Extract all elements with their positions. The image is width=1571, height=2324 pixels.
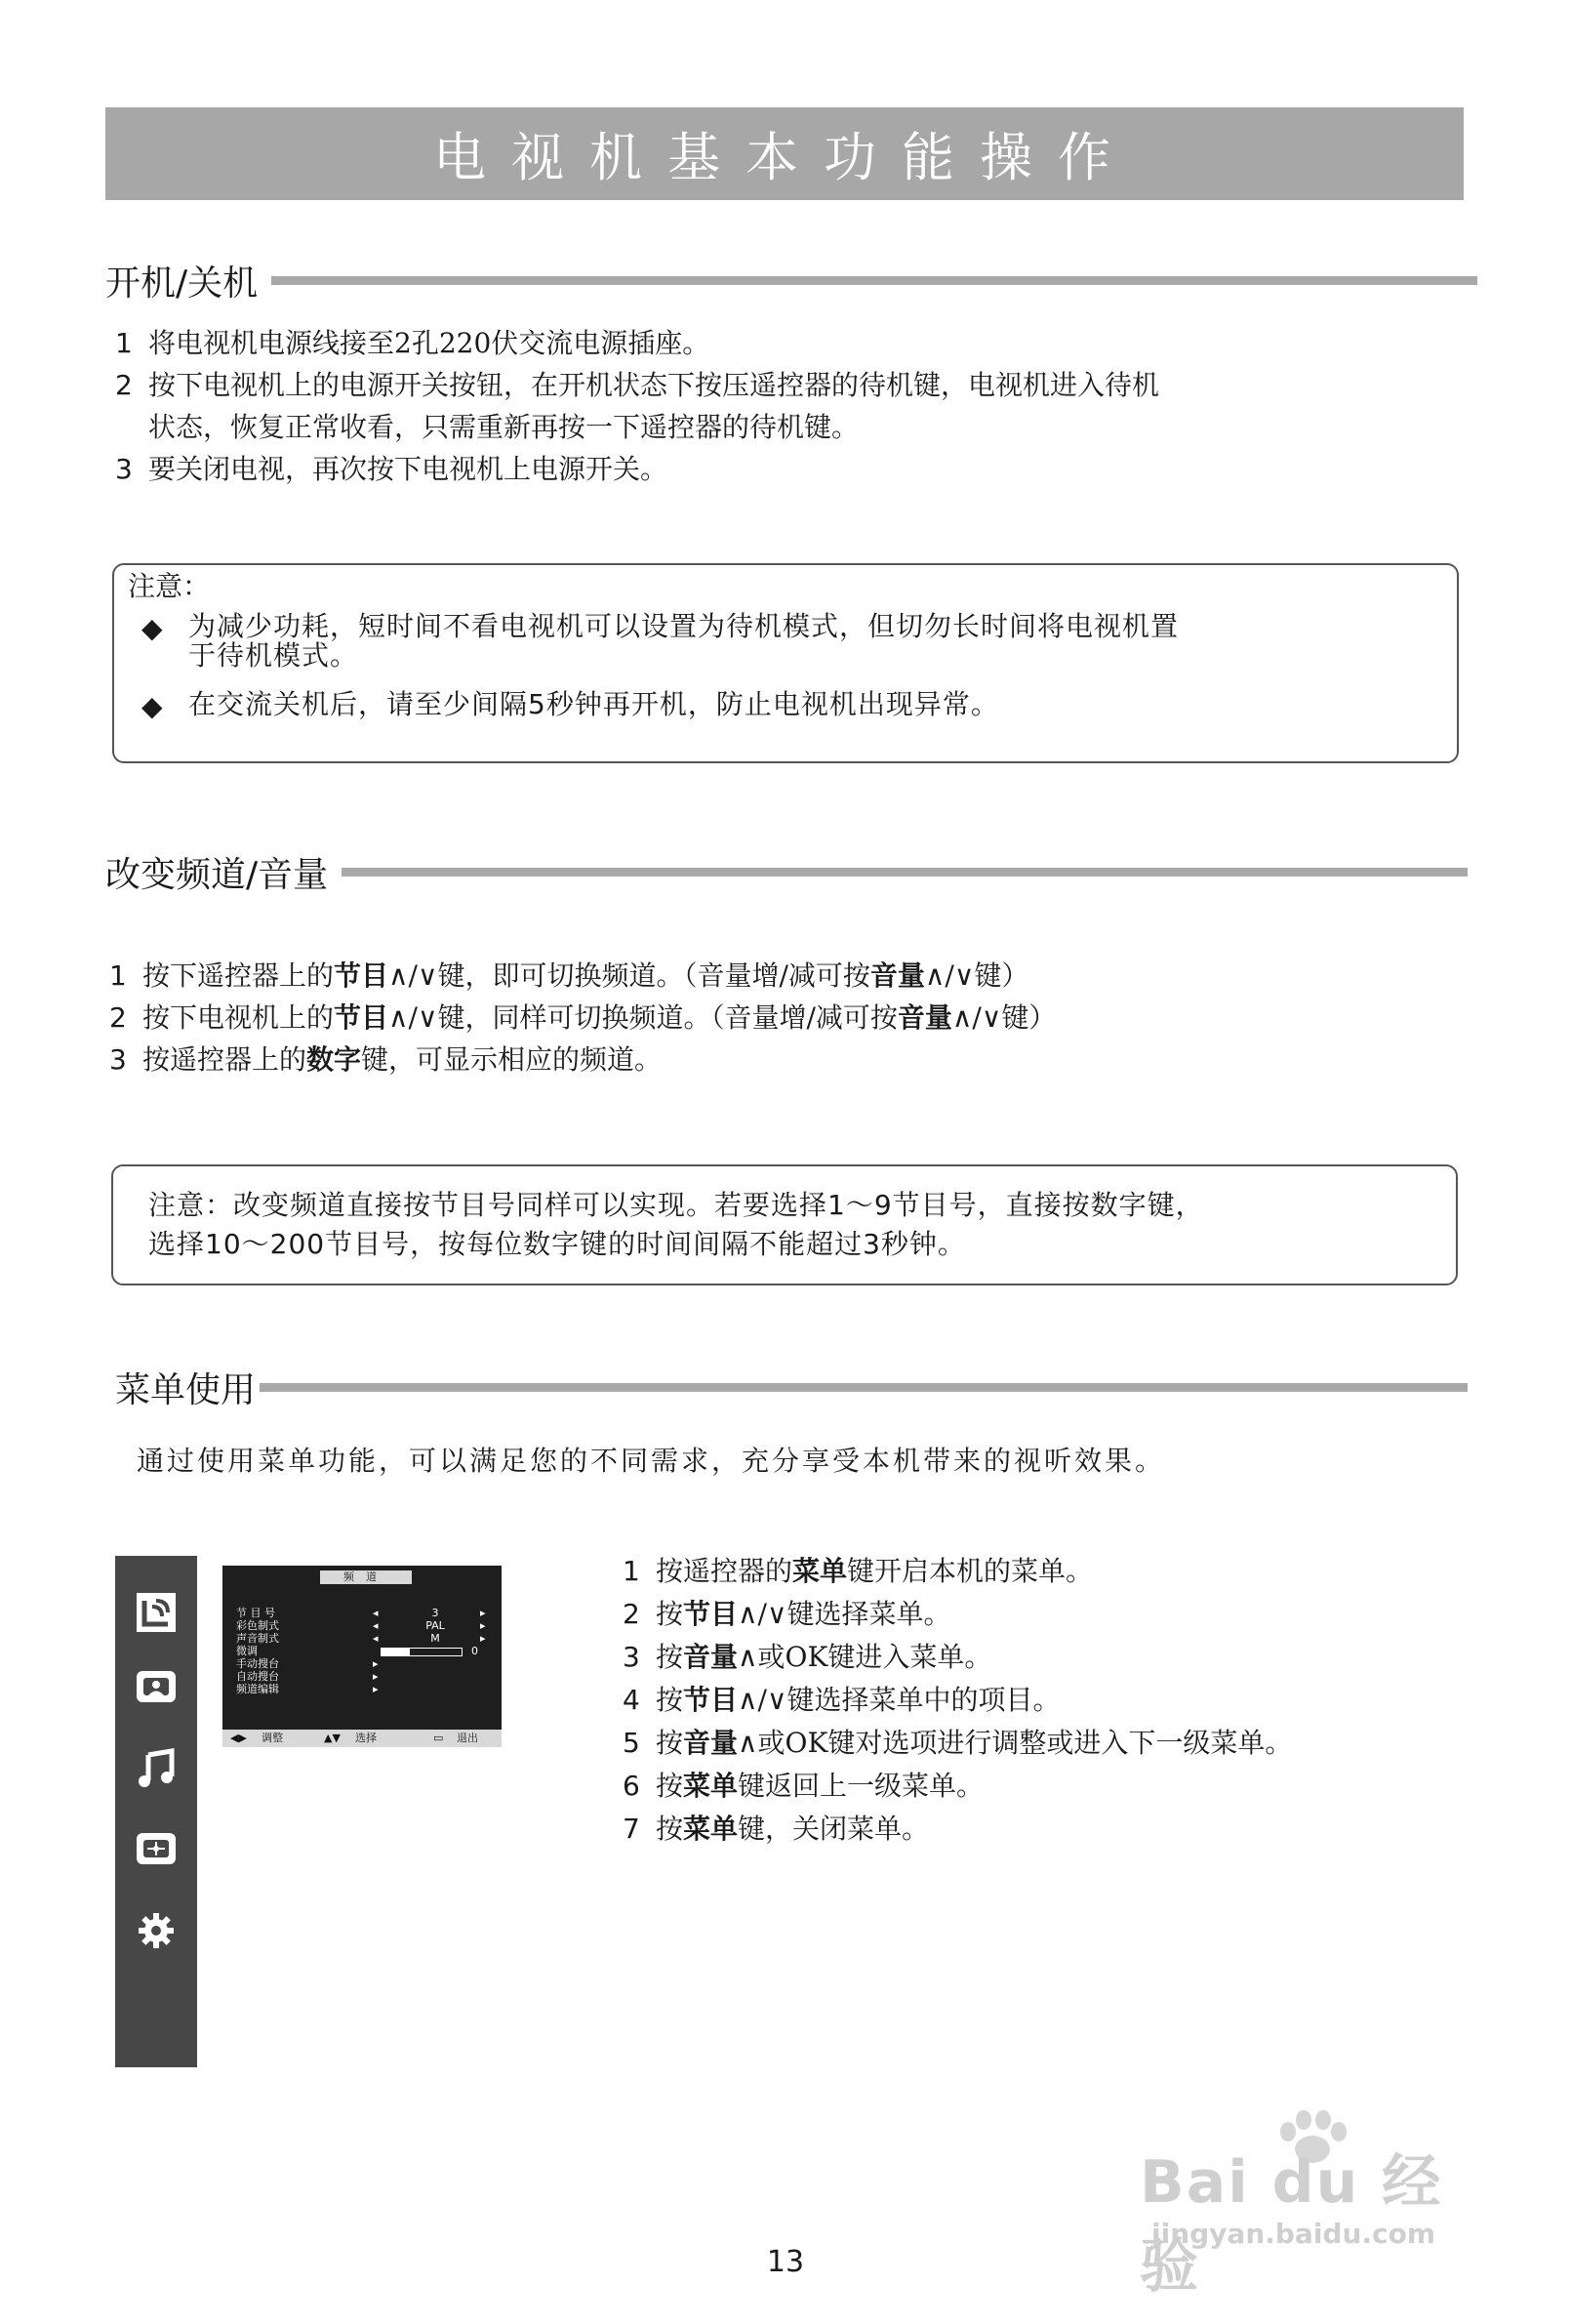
- list-item: 2 按下电视机上的节目∧/∨键，同样可切换频道。（音量增/减可按音量∧/∨键）: [109, 1001, 1057, 1034]
- menu-sidebar: [115, 1556, 197, 2067]
- list-item: 2 按下电视机上的电源开关按钮，在开机状态下按压遥控器的待机键，电视机进入待机: [115, 369, 1160, 401]
- note-line: 注意：改变频道直接按节目号同样可以实现。若要选择1～9节目号，直接按数字键，: [148, 1189, 1204, 1221]
- music-note-icon: [135, 1747, 178, 1790]
- watermark-url: jingyan.baidu.com: [1151, 2218, 1436, 2250]
- diamond-bullet-icon: ◆: [141, 612, 163, 644]
- list-item: 状态，恢复正常收看，只需重新再按一下遥控器的待机键。: [148, 411, 860, 443]
- list-item: 6 按 菜单 键返回上一级菜单。: [623, 1770, 985, 1802]
- osd-row: 自动搜台 ▸: [236, 1670, 379, 1683]
- channel-list: [109, 955, 1056, 1080]
- list-item: 1 按遥控器的 菜单 键开启本机的菜单。: [623, 1555, 1094, 1587]
- osd-row: 频道编辑 ▸: [236, 1683, 379, 1695]
- list-item: 3 要关闭电视，再次按下电视机上电源开关。: [115, 453, 668, 485]
- list-item: 2 按 节目 ∧/∨键选择菜单。: [623, 1598, 951, 1630]
- menu-steps: [623, 1550, 1292, 1851]
- list-item: 3 按遥控器上的数字键，可显示相应的频道。: [109, 1043, 663, 1076]
- list-item: 1 按下遥控器上的节目∧/∨键，即可切换频道。（音量增/减可按音量∧/∨键）: [109, 959, 1029, 992]
- page-title: 电视机基本功能操作: [433, 127, 1136, 188]
- section-title: 菜单使用: [115, 1369, 257, 1410]
- section-heading-power: [105, 256, 1477, 305]
- picture-icon: [135, 1665, 178, 1708]
- menu-intro: 通过使用菜单功能，可以满足您的不同需求，充分享受本机带来的视听效果。: [137, 1445, 1166, 1477]
- screen-adjust-icon: [135, 1827, 178, 1870]
- title-banner: [105, 107, 1464, 200]
- section-heading-channel: [105, 847, 1468, 896]
- section-title: 开机/关机: [105, 263, 259, 304]
- list-item: 3 按 音量 ∧或OK键进入菜单。: [623, 1641, 992, 1673]
- osd-row: 声音制式 ◂ M ▸: [236, 1632, 486, 1645]
- list-item: 5 按 音量 ∧或OK键对选项进行调整或进入下一级菜单。: [623, 1727, 1293, 1759]
- note-box-power: [112, 563, 1459, 763]
- signal-icon: [135, 1591, 178, 1634]
- note-bullet: ◆ 为减少功耗，短时间不看电视机可以设置为待机模式，但切勿长时间将电视机置 于待机模式。: [141, 610, 1180, 672]
- osd-row: 手动搜台 ▸: [236, 1657, 379, 1670]
- page-number: 13: [766, 2245, 805, 2279]
- osd-footer: ◀▶ 调整 ▲▼ 选择 ▭ 退出: [222, 1730, 502, 1747]
- list-item: 1 将电视机电源线接至2孔220伏交流电源插座。: [115, 327, 710, 359]
- section-rule: [260, 1383, 1468, 1392]
- osd-row: 彩色制式 ◂ PAL ▸: [236, 1619, 486, 1632]
- osd-row: 微调 0: [236, 1645, 478, 1657]
- note-box-channel: [111, 1164, 1458, 1285]
- section-heading-menu: [115, 1363, 1468, 1411]
- watermark-brand: Bai du 经验: [1140, 2148, 1443, 2301]
- osd-row: 节 目 号 ◂ 3 ▸: [236, 1607, 486, 1619]
- up-down-arrows-icon: ▲▼: [324, 1732, 341, 1744]
- note-line: 选择10～200节目号，按每位数字键的时间间隔不能超过3秒钟。: [148, 1228, 966, 1260]
- note-bullet: ◆ 在交流关机后，请至少间隔5秒钟再开机，防止电视机出现异常。: [141, 688, 999, 722]
- fine-tune-bar: [381, 1648, 463, 1656]
- osd-menu-screenshot: [222, 1566, 502, 1747]
- settings-gear-icon: [135, 1909, 178, 1952]
- left-right-arrows-icon: ◀▶: [230, 1732, 247, 1744]
- list-item: 4 按 节目 ∧/∨键选择菜单中的项目。: [623, 1684, 1061, 1716]
- note-label: 注意：: [128, 570, 211, 602]
- diamond-bullet-icon: ◆: [141, 690, 163, 722]
- menu-key-icon: ▭: [433, 1732, 444, 1744]
- list-item: 7 按 菜单 键，关闭菜单。: [623, 1813, 930, 1845]
- section-rule: [342, 868, 1468, 877]
- section-rule: [271, 276, 1477, 285]
- power-list: [115, 322, 1159, 490]
- osd-tab: 频道: [320, 1570, 412, 1584]
- section-title: 改变频道/音量: [105, 854, 329, 895]
- baidu-watermark: [1112, 2108, 1483, 2301]
